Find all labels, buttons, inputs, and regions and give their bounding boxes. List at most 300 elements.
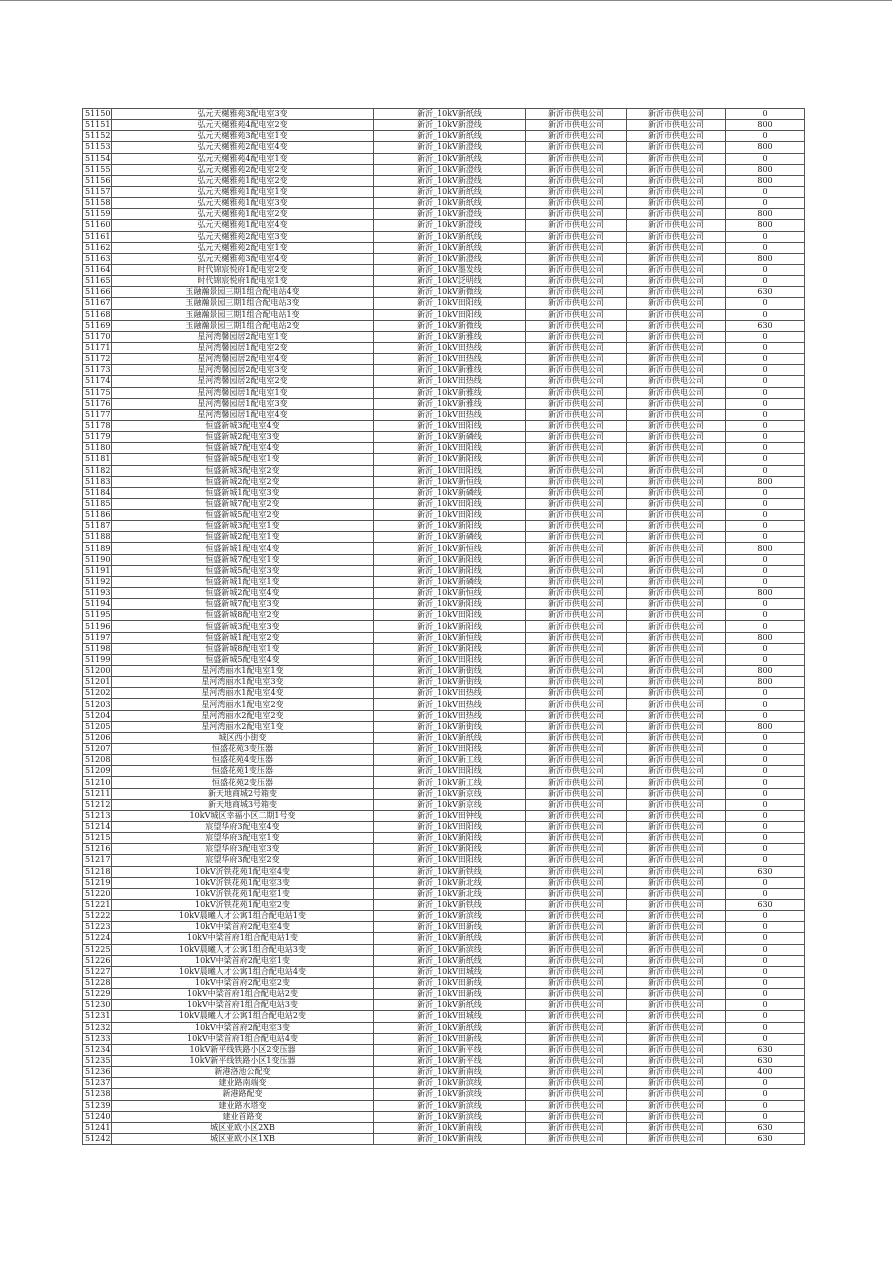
cell-line-name: 新沂_10kV田阳线 <box>374 510 526 521</box>
cell-company: 新沂市供电公司 <box>526 432 627 443</box>
cell-line-name: 新沂_10kV田钟线 <box>374 810 526 821</box>
cell-line-name: 新沂_10kV新澄线 <box>374 164 526 175</box>
cell-company: 新沂市供电公司 <box>526 1089 627 1100</box>
cell-capacity: 0 <box>726 376 805 387</box>
table-row <box>83 610 805 621</box>
table-row <box>83 543 805 554</box>
cell-company-2: 新沂市供电公司 <box>627 844 726 855</box>
cell-id: 51182 <box>83 465 112 476</box>
cell-capacity: 0 <box>726 966 805 977</box>
cell-line-name: 新沂_10kV新微线 <box>374 320 526 331</box>
cell-company-2: 新沂市供电公司 <box>627 320 726 331</box>
table-row <box>83 989 805 1000</box>
cell-company: 新沂市供电公司 <box>526 465 627 476</box>
cell-id: 51200 <box>83 666 112 677</box>
cell-company: 新沂市供电公司 <box>526 521 627 532</box>
cell-station-name: 星河湾馨园居1配电室2变 <box>112 342 374 353</box>
cell-id: 51162 <box>83 242 112 253</box>
cell-line-name: 新沂_10kV新铁线 <box>374 866 526 877</box>
cell-line-name: 新沂_10kV新南线 <box>374 1067 526 1078</box>
cell-capacity: 0 <box>726 844 805 855</box>
cell-station-name: 10kV城区幸福小区二期1号变 <box>112 810 374 821</box>
cell-station-name: 恒盛新城5配电室1变 <box>112 454 374 465</box>
cell-company-2: 新沂市供电公司 <box>627 1044 726 1055</box>
cell-company-2: 新沂市供电公司 <box>627 398 726 409</box>
cell-line-name: 新沂_10kV新澄线 <box>374 220 526 231</box>
cell-station-name: 弘元天樾雅苑4配电室2变 <box>112 120 374 131</box>
cell-line-name: 新沂_10kV新阳线 <box>374 621 526 632</box>
cell-company: 新沂市供电公司 <box>526 487 627 498</box>
cell-station-name: 星河湾丽水2配电室2变 <box>112 710 374 721</box>
cell-capacity: 0 <box>726 1078 805 1089</box>
cell-station-name: 恒盛新城7配电室2变 <box>112 498 374 509</box>
cell-company: 新沂市供电公司 <box>526 744 627 755</box>
cell-company: 新沂市供电公司 <box>526 1033 627 1044</box>
cell-line-name: 新沂_10kV新澄线 <box>374 253 526 264</box>
cell-station-name: 恒盛新城2配电室2变 <box>112 476 374 487</box>
cell-line-name: 新沂_10kV新街线 <box>374 721 526 732</box>
cell-station-name: 恒盛新城7配电室1变 <box>112 554 374 565</box>
cell-capacity: 0 <box>726 744 805 755</box>
cell-line-name: 新沂_10kV田热线 <box>374 342 526 353</box>
cell-company: 新沂市供电公司 <box>526 1133 627 1144</box>
cell-line-name: 新沂_10kV新纸线 <box>374 231 526 242</box>
cell-id: 51218 <box>83 866 112 877</box>
cell-id: 51154 <box>83 153 112 164</box>
cell-line-name: 新沂_10kV田阳线 <box>374 855 526 866</box>
table-row <box>83 955 805 966</box>
cell-capacity: 800 <box>726 721 805 732</box>
cell-id: 51195 <box>83 610 112 621</box>
cell-company-2: 新沂市供电公司 <box>627 977 726 988</box>
cell-line-name: 新沂_10kV新京线 <box>374 799 526 810</box>
cell-id: 51184 <box>83 487 112 498</box>
table-row <box>83 1078 805 1089</box>
cell-company-2: 新沂市供电公司 <box>627 777 726 788</box>
cell-id: 51230 <box>83 1000 112 1011</box>
cell-id: 51217 <box>83 855 112 866</box>
cell-company: 新沂市供电公司 <box>526 120 627 131</box>
cell-station-name: 宸望华府3配电室3变 <box>112 844 374 855</box>
cell-line-name: 新沂_10kV田新线 <box>374 922 526 933</box>
table-row <box>83 933 805 944</box>
cell-company: 新沂市供电公司 <box>526 342 627 353</box>
cell-capacity: 630 <box>726 866 805 877</box>
cell-company: 新沂市供电公司 <box>526 911 627 922</box>
cell-company: 新沂市供电公司 <box>526 1011 627 1022</box>
table-row <box>83 510 805 521</box>
cell-capacity: 800 <box>726 120 805 131</box>
cell-capacity: 0 <box>726 922 805 933</box>
cell-id: 51234 <box>83 1044 112 1055</box>
cell-station-name: 弘元天樾雅苑1配电室3变 <box>112 198 374 209</box>
cell-company-2: 新沂市供电公司 <box>627 510 726 521</box>
table-row <box>83 287 805 298</box>
cell-capacity: 0 <box>726 186 805 197</box>
cell-line-name: 新沂_10kV新澄线 <box>374 120 526 131</box>
cell-capacity: 0 <box>726 855 805 866</box>
cell-company-2: 新沂市供电公司 <box>627 721 726 732</box>
cell-id: 51232 <box>83 1022 112 1033</box>
cell-capacity: 800 <box>726 209 805 220</box>
table-row <box>83 109 805 120</box>
table-row <box>83 833 805 844</box>
table-row <box>83 666 805 677</box>
cell-capacity: 0 <box>726 1033 805 1044</box>
cell-id: 51192 <box>83 576 112 587</box>
page-top-rule <box>0 0 892 1</box>
cell-id: 51239 <box>83 1100 112 1111</box>
cell-capacity: 0 <box>726 888 805 899</box>
cell-line-name: 新沂_10kV新工线 <box>374 755 526 766</box>
cell-company-2: 新沂市供电公司 <box>627 420 726 431</box>
cell-station-name: 玉融瀚景园三期1组合配电站2变 <box>112 320 374 331</box>
cell-company-2: 新沂市供电公司 <box>627 142 726 153</box>
cell-id: 51199 <box>83 654 112 665</box>
table-row <box>83 744 805 755</box>
cell-line-name: 新沂_10kV新阳线 <box>374 844 526 855</box>
cell-capacity: 800 <box>726 220 805 231</box>
cell-company: 新沂市供电公司 <box>526 822 627 833</box>
cell-line-name: 新沂_10kV新微线 <box>374 287 526 298</box>
cell-line-name: 新沂_10kV田热线 <box>374 710 526 721</box>
cell-company: 新沂市供电公司 <box>526 888 627 899</box>
cell-company: 新沂市供电公司 <box>526 420 627 431</box>
cell-line-name: 新沂_10kV新纸线 <box>374 186 526 197</box>
cell-id: 51203 <box>83 699 112 710</box>
cell-capacity: 0 <box>726 498 805 509</box>
cell-station-name: 弘元天樾雅苑3配电室3变 <box>112 109 374 120</box>
cell-station-name: 建业路水塔变 <box>112 1100 374 1111</box>
cell-company-2: 新沂市供电公司 <box>627 755 726 766</box>
cell-company-2: 新沂市供电公司 <box>627 109 726 120</box>
cell-station-name: 10kV新平线铁路小区2变压器 <box>112 1044 374 1055</box>
cell-company: 新沂市供电公司 <box>526 810 627 821</box>
cell-company-2: 新沂市供电公司 <box>627 231 726 242</box>
cell-line-name: 新沂_10kV田阳线 <box>374 309 526 320</box>
cell-line-name: 新沂_10kV新滨线 <box>374 911 526 922</box>
cell-line-name: 新沂_10kV新磷线 <box>374 576 526 587</box>
cell-line-name: 新沂_10kV新纸线 <box>374 198 526 209</box>
cell-company-2: 新沂市供电公司 <box>627 766 726 777</box>
cell-company-2: 新沂市供电公司 <box>627 888 726 899</box>
cell-id: 51188 <box>83 532 112 543</box>
table-row <box>83 131 805 142</box>
cell-company-2: 新沂市供电公司 <box>627 565 726 576</box>
cell-id: 51235 <box>83 1055 112 1066</box>
cell-company-2: 新沂市供电公司 <box>627 1055 726 1066</box>
cell-company: 新沂市供电公司 <box>526 554 627 565</box>
cell-capacity: 0 <box>726 1111 805 1122</box>
cell-company-2: 新沂市供电公司 <box>627 242 726 253</box>
cell-company: 新沂市供电公司 <box>526 643 627 654</box>
cell-station-name: 10kV晨曦人才公寓1组合配电站3变 <box>112 944 374 955</box>
cell-station-name: 恒盛新城3配电室1变 <box>112 521 374 532</box>
cell-company-2: 新沂市供电公司 <box>627 677 726 688</box>
cell-company: 新沂市供电公司 <box>526 476 627 487</box>
cell-id: 51216 <box>83 844 112 855</box>
cell-line-name: 新沂_10kV田阳线 <box>374 654 526 665</box>
cell-company: 新沂市供电公司 <box>526 1111 627 1122</box>
cell-company: 新沂市供电公司 <box>526 320 627 331</box>
cell-id: 51168 <box>83 309 112 320</box>
cell-id: 51241 <box>83 1122 112 1133</box>
cell-id: 51191 <box>83 565 112 576</box>
table-row <box>83 198 805 209</box>
cell-company: 新沂市供电公司 <box>526 220 627 231</box>
cell-line-name: 新沂_10kV田阳线 <box>374 766 526 777</box>
table-row <box>83 231 805 242</box>
cell-line-name: 新沂_10kV新恒线 <box>374 476 526 487</box>
cell-company: 新沂市供电公司 <box>526 1100 627 1111</box>
cell-capacity: 800 <box>726 164 805 175</box>
cell-capacity: 0 <box>726 610 805 621</box>
cell-id: 51180 <box>83 443 112 454</box>
cell-line-name: 新沂_10kV田阳线 <box>374 498 526 509</box>
cell-capacity: 800 <box>726 632 805 643</box>
cell-id: 51242 <box>83 1133 112 1144</box>
cell-capacity: 0 <box>726 465 805 476</box>
cell-station-name: 弘元天樾雅苑3配电室1变 <box>112 131 374 142</box>
cell-station-name: 恒盛新城5配电室3变 <box>112 565 374 576</box>
cell-station-name: 弘元天樾雅苑2配电室2变 <box>112 164 374 175</box>
cell-company-2: 新沂市供电公司 <box>627 855 726 866</box>
cell-capacity: 0 <box>726 833 805 844</box>
cell-company-2: 新沂市供电公司 <box>627 599 726 610</box>
cell-company: 新沂市供电公司 <box>526 654 627 665</box>
cell-company: 新沂市供电公司 <box>526 331 627 342</box>
cell-capacity: 0 <box>726 398 805 409</box>
cell-id: 51219 <box>83 877 112 888</box>
table-row <box>83 1011 805 1022</box>
table-row <box>83 710 805 721</box>
cell-id: 51233 <box>83 1033 112 1044</box>
cell-company: 新沂市供电公司 <box>526 498 627 509</box>
cell-company: 新沂市供电公司 <box>526 409 627 420</box>
cell-station-name: 星河湾丽水1配电室2变 <box>112 699 374 710</box>
cell-id: 51166 <box>83 287 112 298</box>
cell-id: 51226 <box>83 955 112 966</box>
cell-station-name: 弘元天樾雅苑4配电室1变 <box>112 153 374 164</box>
cell-line-name: 新沂_10kV田阳线 <box>374 744 526 755</box>
cell-capacity: 0 <box>726 109 805 120</box>
table-row <box>83 922 805 933</box>
cell-id: 51197 <box>83 632 112 643</box>
cell-line-name: 新沂_10kV田新线 <box>374 989 526 1000</box>
cell-station-name: 玉融瀚景园三期1组合配电站4变 <box>112 287 374 298</box>
cell-capacity: 0 <box>726 532 805 543</box>
cell-id: 51173 <box>83 365 112 376</box>
table-row <box>83 220 805 231</box>
table-row <box>83 409 805 420</box>
cell-station-name: 恒盛新城7配电室3变 <box>112 599 374 610</box>
cell-company: 新沂市供电公司 <box>526 298 627 309</box>
cell-station-name: 弘元天樾雅苑2配电室3变 <box>112 231 374 242</box>
transformer-table-body <box>83 109 805 1145</box>
cell-company: 新沂市供电公司 <box>526 755 627 766</box>
cell-line-name: 新沂_10kV新北线 <box>374 888 526 899</box>
table-row <box>83 443 805 454</box>
cell-company-2: 新沂市供电公司 <box>627 298 726 309</box>
cell-line-name: 新沂_10kV新恒线 <box>374 543 526 554</box>
cell-station-name: 10kV沂铁花苑1配电室1变 <box>112 888 374 899</box>
table-row <box>83 342 805 353</box>
cell-company-2: 新沂市供电公司 <box>627 810 726 821</box>
cell-station-name: 宸望华府3配电室1变 <box>112 833 374 844</box>
cell-company-2: 新沂市供电公司 <box>627 966 726 977</box>
cell-station-name: 新天地商城3号箱变 <box>112 799 374 810</box>
table-row <box>83 944 805 955</box>
table-row <box>83 1055 805 1066</box>
cell-station-name: 10kV沂铁花苑1配电室2变 <box>112 899 374 910</box>
cell-company-2: 新沂市供电公司 <box>627 710 726 721</box>
cell-company: 新沂市供电公司 <box>526 186 627 197</box>
table-row <box>83 432 805 443</box>
table-row <box>83 387 805 398</box>
cell-capacity: 0 <box>726 331 805 342</box>
cell-capacity: 0 <box>726 777 805 788</box>
cell-company-2: 新沂市供电公司 <box>627 120 726 131</box>
cell-id: 51175 <box>83 387 112 398</box>
cell-company: 新沂市供电公司 <box>526 944 627 955</box>
cell-line-name: 新沂_10kV新纸线 <box>374 732 526 743</box>
cell-id: 51212 <box>83 799 112 810</box>
cell-id: 51164 <box>83 264 112 275</box>
cell-company: 新沂市供电公司 <box>526 387 627 398</box>
cell-company: 新沂市供电公司 <box>526 276 627 287</box>
cell-company-2: 新沂市供电公司 <box>627 610 726 621</box>
cell-company: 新沂市供电公司 <box>526 1022 627 1033</box>
cell-capacity: 630 <box>726 1055 805 1066</box>
cell-line-name: 新沂_10kV田新线 <box>374 977 526 988</box>
cell-capacity: 0 <box>726 599 805 610</box>
cell-company: 新沂市供电公司 <box>526 1055 627 1066</box>
cell-company-2: 新沂市供电公司 <box>627 744 726 755</box>
cell-capacity: 0 <box>726 365 805 376</box>
table-row <box>83 621 805 632</box>
cell-company-2: 新沂市供电公司 <box>627 354 726 365</box>
cell-station-name: 星河湾馨园居1配电室1变 <box>112 387 374 398</box>
cell-company-2: 新沂市供电公司 <box>627 588 726 599</box>
cell-id: 51215 <box>83 833 112 844</box>
cell-id: 51202 <box>83 688 112 699</box>
cell-company-2: 新沂市供电公司 <box>627 732 726 743</box>
cell-line-name: 新沂_10kV田阳线 <box>374 610 526 621</box>
cell-id: 51223 <box>83 922 112 933</box>
cell-line-name: 新沂_10kV新恒线 <box>374 588 526 599</box>
cell-capacity: 0 <box>726 822 805 833</box>
cell-line-name: 新沂_10kV田热线 <box>374 409 526 420</box>
cell-company: 新沂市供电公司 <box>526 398 627 409</box>
cell-capacity: 0 <box>726 989 805 1000</box>
table-row <box>83 186 805 197</box>
table-row <box>83 565 805 576</box>
cell-station-name: 星河湾馨园居1配电室3变 <box>112 398 374 409</box>
cell-capacity: 0 <box>726 933 805 944</box>
cell-capacity: 0 <box>726 1089 805 1100</box>
cell-capacity: 0 <box>726 1022 805 1033</box>
cell-station-name: 城区亚欧小区2XB <box>112 1122 374 1133</box>
cell-station-name: 恒盛新城3配电室2变 <box>112 465 374 476</box>
cell-station-name: 恒盛花苑2变压器 <box>112 777 374 788</box>
cell-company: 新沂市供电公司 <box>526 109 627 120</box>
cell-line-name: 新沂_10kV新雅线 <box>374 331 526 342</box>
cell-station-name: 宸望华府3配电室2变 <box>112 855 374 866</box>
cell-capacity: 0 <box>726 242 805 253</box>
table-row <box>83 977 805 988</box>
cell-line-name: 新沂_10kV新纸线 <box>374 933 526 944</box>
cell-company: 新沂市供电公司 <box>526 576 627 587</box>
cell-id: 51156 <box>83 175 112 186</box>
cell-station-name: 星河湾馨园居2配电室4变 <box>112 354 374 365</box>
table-row <box>83 766 805 777</box>
table-row <box>83 1033 805 1044</box>
cell-id: 51193 <box>83 588 112 599</box>
cell-capacity: 800 <box>726 175 805 186</box>
cell-company: 新沂市供电公司 <box>526 844 627 855</box>
cell-company: 新沂市供电公司 <box>526 833 627 844</box>
cell-id: 51238 <box>83 1089 112 1100</box>
cell-capacity: 0 <box>726 153 805 164</box>
cell-company: 新沂市供电公司 <box>526 264 627 275</box>
cell-company: 新沂市供电公司 <box>526 443 627 454</box>
cell-line-name: 新沂_10kV田热线 <box>374 354 526 365</box>
cell-company: 新沂市供电公司 <box>526 1044 627 1055</box>
table-row <box>83 755 805 766</box>
cell-id: 51187 <box>83 521 112 532</box>
table-row <box>83 476 805 487</box>
cell-station-name: 10kV沂铁花苑1配电室3变 <box>112 877 374 888</box>
cell-line-name: 新沂_10kV新纸线 <box>374 242 526 253</box>
cell-capacity: 0 <box>726 487 805 498</box>
cell-company: 新沂市供电公司 <box>526 142 627 153</box>
cell-id: 51208 <box>83 755 112 766</box>
table-row <box>83 599 805 610</box>
cell-line-name: 新沂_10kV田阳线 <box>374 822 526 833</box>
cell-line-name: 新沂_10kV新阳线 <box>374 599 526 610</box>
cell-capacity: 0 <box>726 131 805 142</box>
cell-company: 新沂市供电公司 <box>526 966 627 977</box>
table-row <box>83 487 805 498</box>
cell-station-name: 恒盛新城8配电室1变 <box>112 643 374 654</box>
cell-company-2: 新沂市供电公司 <box>627 365 726 376</box>
cell-capacity: 800 <box>726 666 805 677</box>
cell-station-name: 10kV新平线铁路小区1变压器 <box>112 1055 374 1066</box>
cell-company-2: 新沂市供电公司 <box>627 699 726 710</box>
table-row <box>83 532 805 543</box>
cell-company-2: 新沂市供电公司 <box>627 1000 726 1011</box>
cell-company-2: 新沂市供电公司 <box>627 342 726 353</box>
cell-id: 51155 <box>83 164 112 175</box>
cell-line-name: 新沂_10kV新雅线 <box>374 365 526 376</box>
table-row <box>83 1122 805 1133</box>
table-row <box>83 142 805 153</box>
cell-company: 新沂市供电公司 <box>526 543 627 554</box>
cell-company: 新沂市供电公司 <box>526 164 627 175</box>
cell-station-name: 恒盛新城7配电室4变 <box>112 443 374 454</box>
table-row <box>83 1089 805 1100</box>
cell-company-2: 新沂市供电公司 <box>627 1022 726 1033</box>
cell-station-name: 10kV中梁首府2配电室1变 <box>112 955 374 966</box>
cell-station-name: 星河湾丽水1配电室1变 <box>112 666 374 677</box>
cell-station-name: 弘元天樾雅苑1配电室1变 <box>112 186 374 197</box>
cell-line-name: 新沂_10kV新阳线 <box>374 554 526 565</box>
cell-station-name: 恒盛新城3配电室3变 <box>112 621 374 632</box>
cell-line-name: 新沂_10kV新纸线 <box>374 153 526 164</box>
table-row <box>83 209 805 220</box>
cell-station-name: 新港路配变 <box>112 1089 374 1100</box>
cell-id: 51209 <box>83 766 112 777</box>
